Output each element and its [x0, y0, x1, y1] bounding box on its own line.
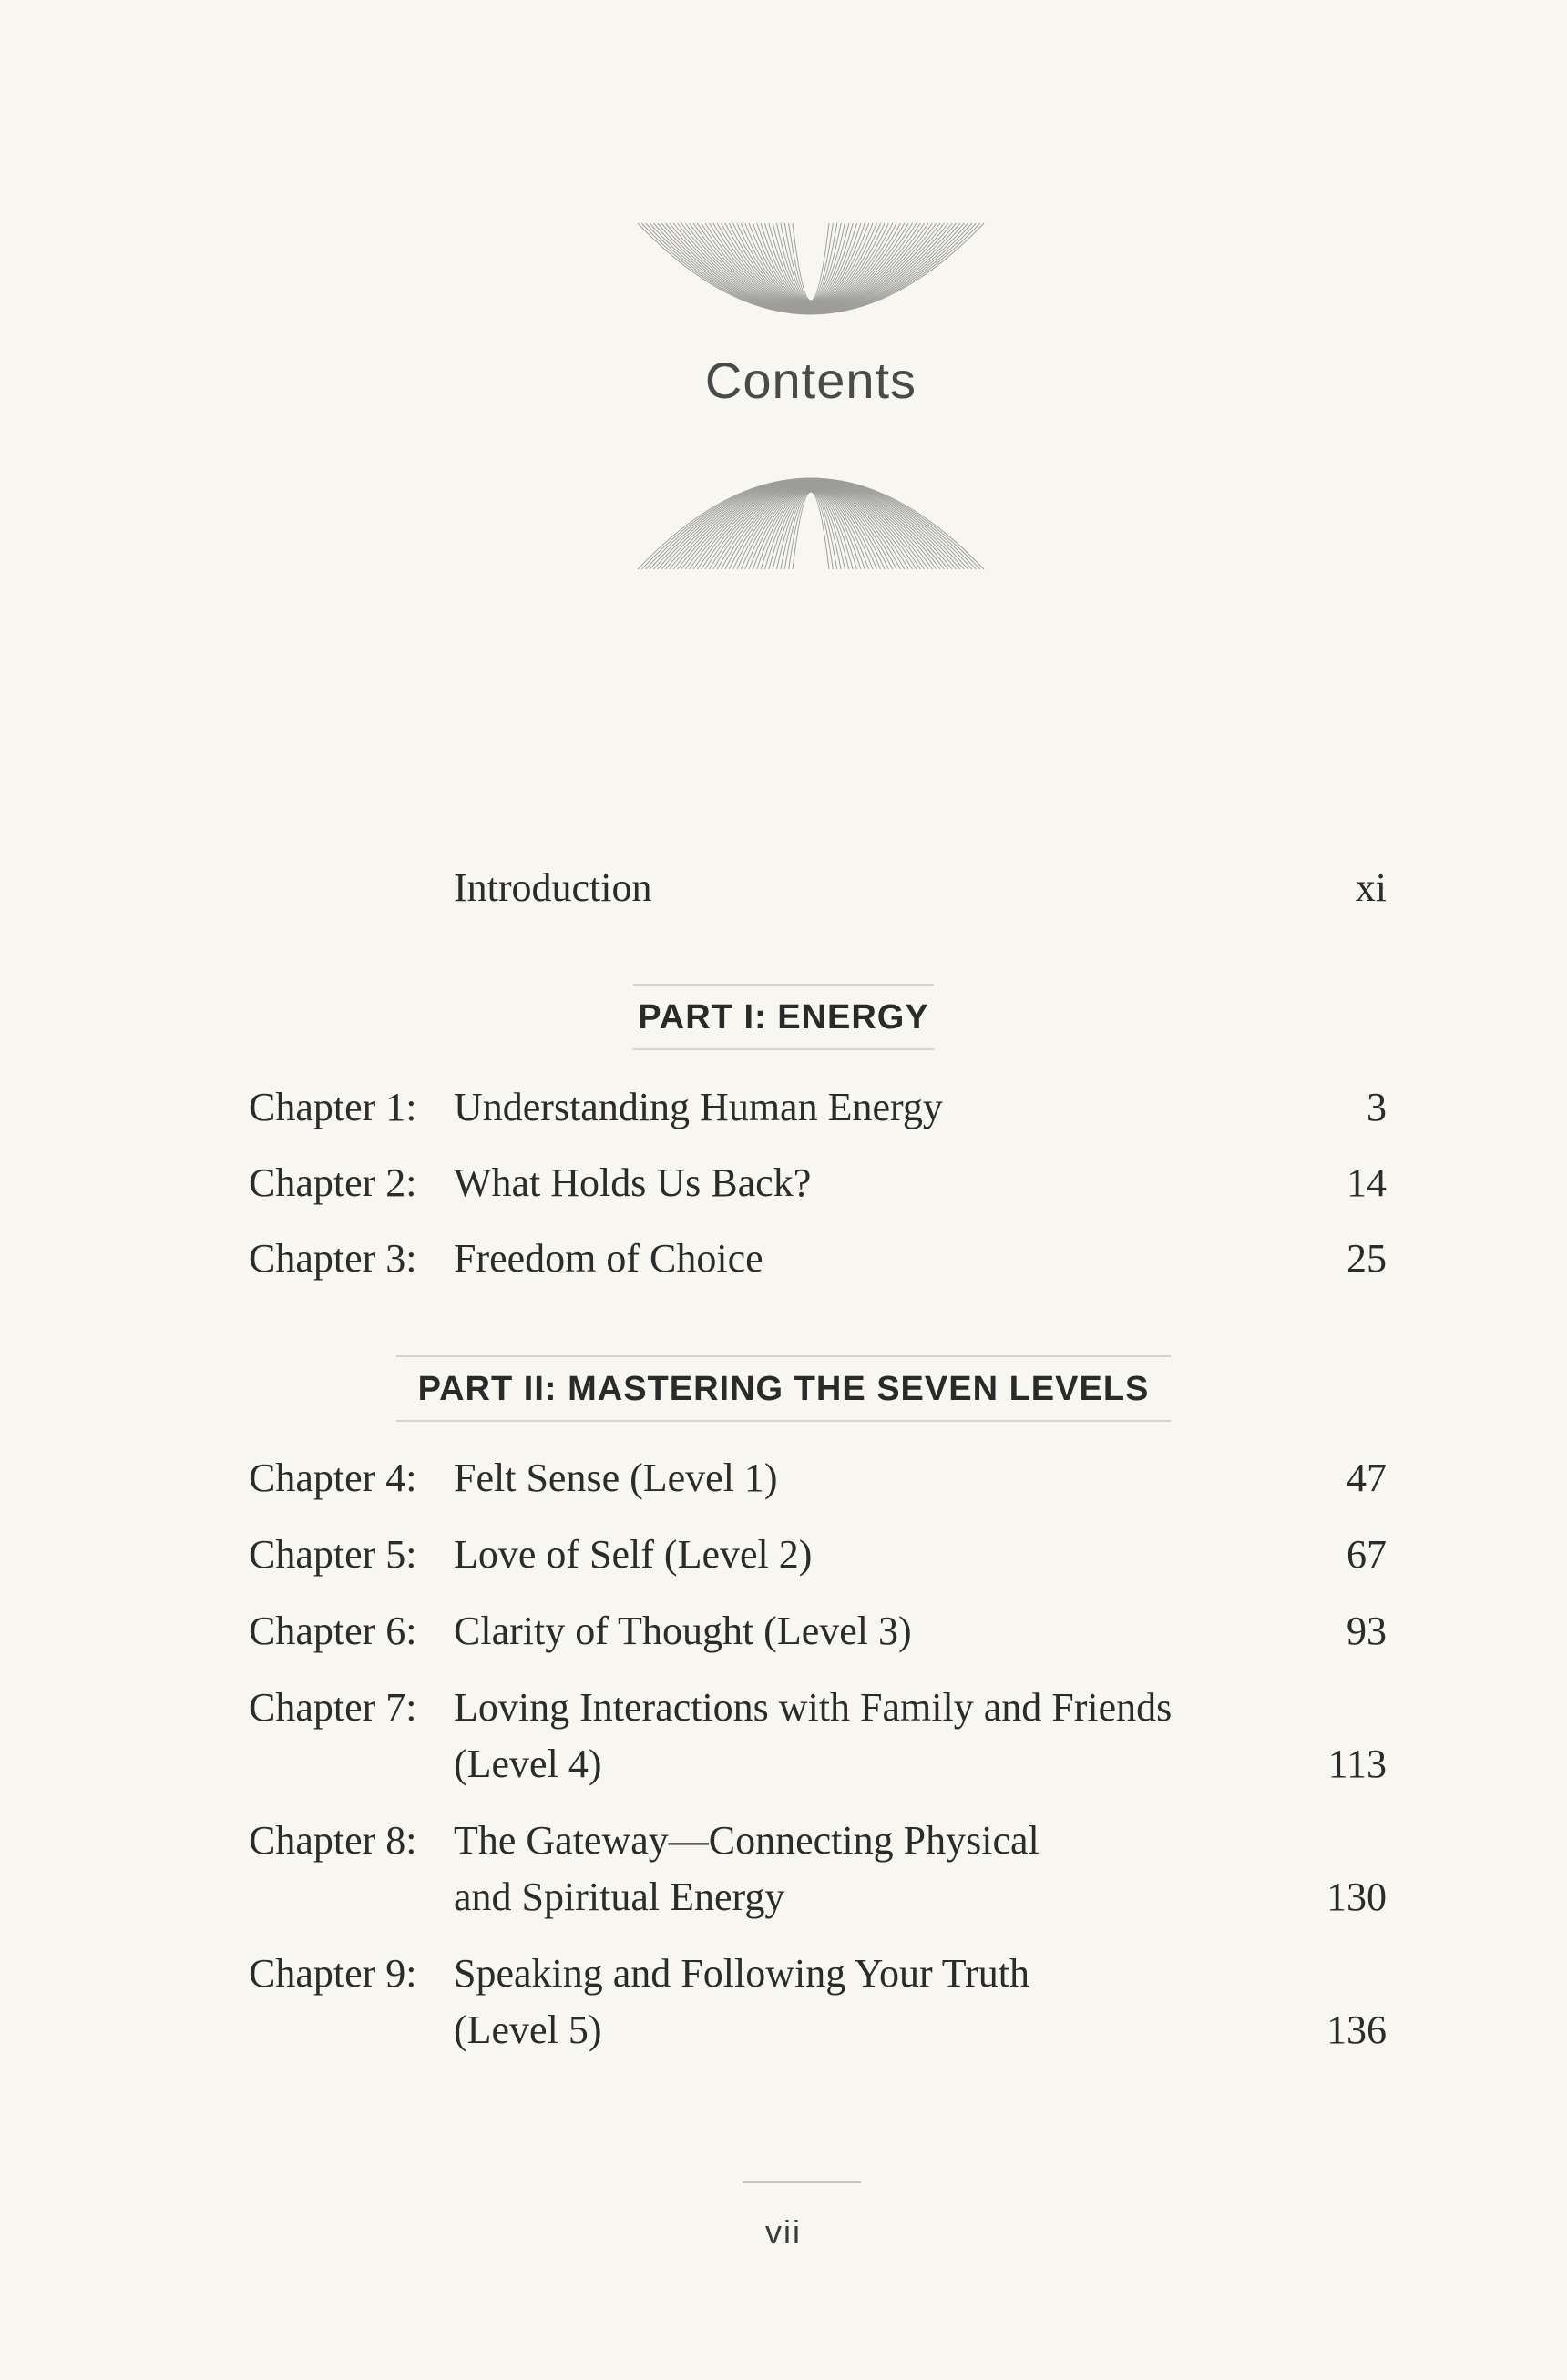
entry-page-number: 14: [1347, 1160, 1387, 1205]
entry-title: Freedom of Choice: [454, 1236, 763, 1281]
part-heading: [0, 984, 1567, 1050]
entry-page-number: 67: [1347, 1532, 1387, 1577]
chapter-label: Chapter 4:: [249, 1456, 417, 1500]
chapter-label: Chapter 8:: [249, 1818, 417, 1863]
toc-entry-chapter-8[interactable]: [0, 1813, 1567, 1925]
chapter-label: Chapter 7:: [249, 1685, 417, 1730]
entry-title-continued: (Level 4): [454, 1742, 602, 1786]
entry-title: What Holds Us Back?: [454, 1160, 812, 1205]
chapter-label: Chapter 5:: [249, 1532, 417, 1577]
entry-page-number: 25: [1347, 1236, 1387, 1281]
chapter-label: Chapter 2:: [249, 1160, 417, 1205]
page-number: vii: [765, 2213, 802, 2251]
entry-title: Introduction: [454, 865, 652, 910]
entry-page-number: 93: [1347, 1609, 1387, 1653]
entry-page-number: 113: [1327, 1742, 1387, 1786]
toc-entry-chapter-7[interactable]: [0, 1680, 1567, 1793]
entry-page-number: xi: [1355, 865, 1387, 910]
chapter-label: Chapter 1:: [249, 1085, 417, 1129]
chapter-label: Chapter 6:: [249, 1609, 417, 1653]
chapter-label: Chapter 3:: [249, 1236, 417, 1281]
entry-title: Speaking and Following Your Truth: [454, 1951, 1030, 1996]
entry-page-number: 3: [1367, 1085, 1387, 1129]
entry-page-number: 136: [1326, 2007, 1387, 2052]
folio-divider: [743, 2181, 861, 2183]
entry-title: The Gateway—Connecting Physical: [454, 1818, 1040, 1863]
entry-title: Loving Interactions with Family and Friends: [454, 1685, 1173, 1730]
entry-title-continued: and Spiritual Energy: [454, 1874, 785, 1919]
part-heading-text: PART I: ENERGY: [638, 998, 929, 1037]
chapter-label: Chapter 9:: [249, 1951, 417, 1996]
entry-title: Understanding Human Energy: [454, 1085, 943, 1129]
part-heading: [0, 1355, 1567, 1422]
entry-title: Love of Self (Level 2): [454, 1532, 813, 1577]
entry-page-number: 47: [1347, 1456, 1387, 1500]
entry-title: Clarity of Thought (Level 3): [454, 1609, 912, 1653]
part-heading-text: PART II: MASTERING THE SEVEN LEVELS: [417, 1370, 1150, 1408]
entry-title: Felt Sense (Level 1): [454, 1456, 778, 1500]
entry-title-continued: (Level 5): [454, 2007, 602, 2052]
page-title: Contents: [704, 352, 917, 409]
entry-page-number: 130: [1326, 1874, 1387, 1919]
toc-entry-chapter-9[interactable]: [0, 1946, 1567, 2058]
